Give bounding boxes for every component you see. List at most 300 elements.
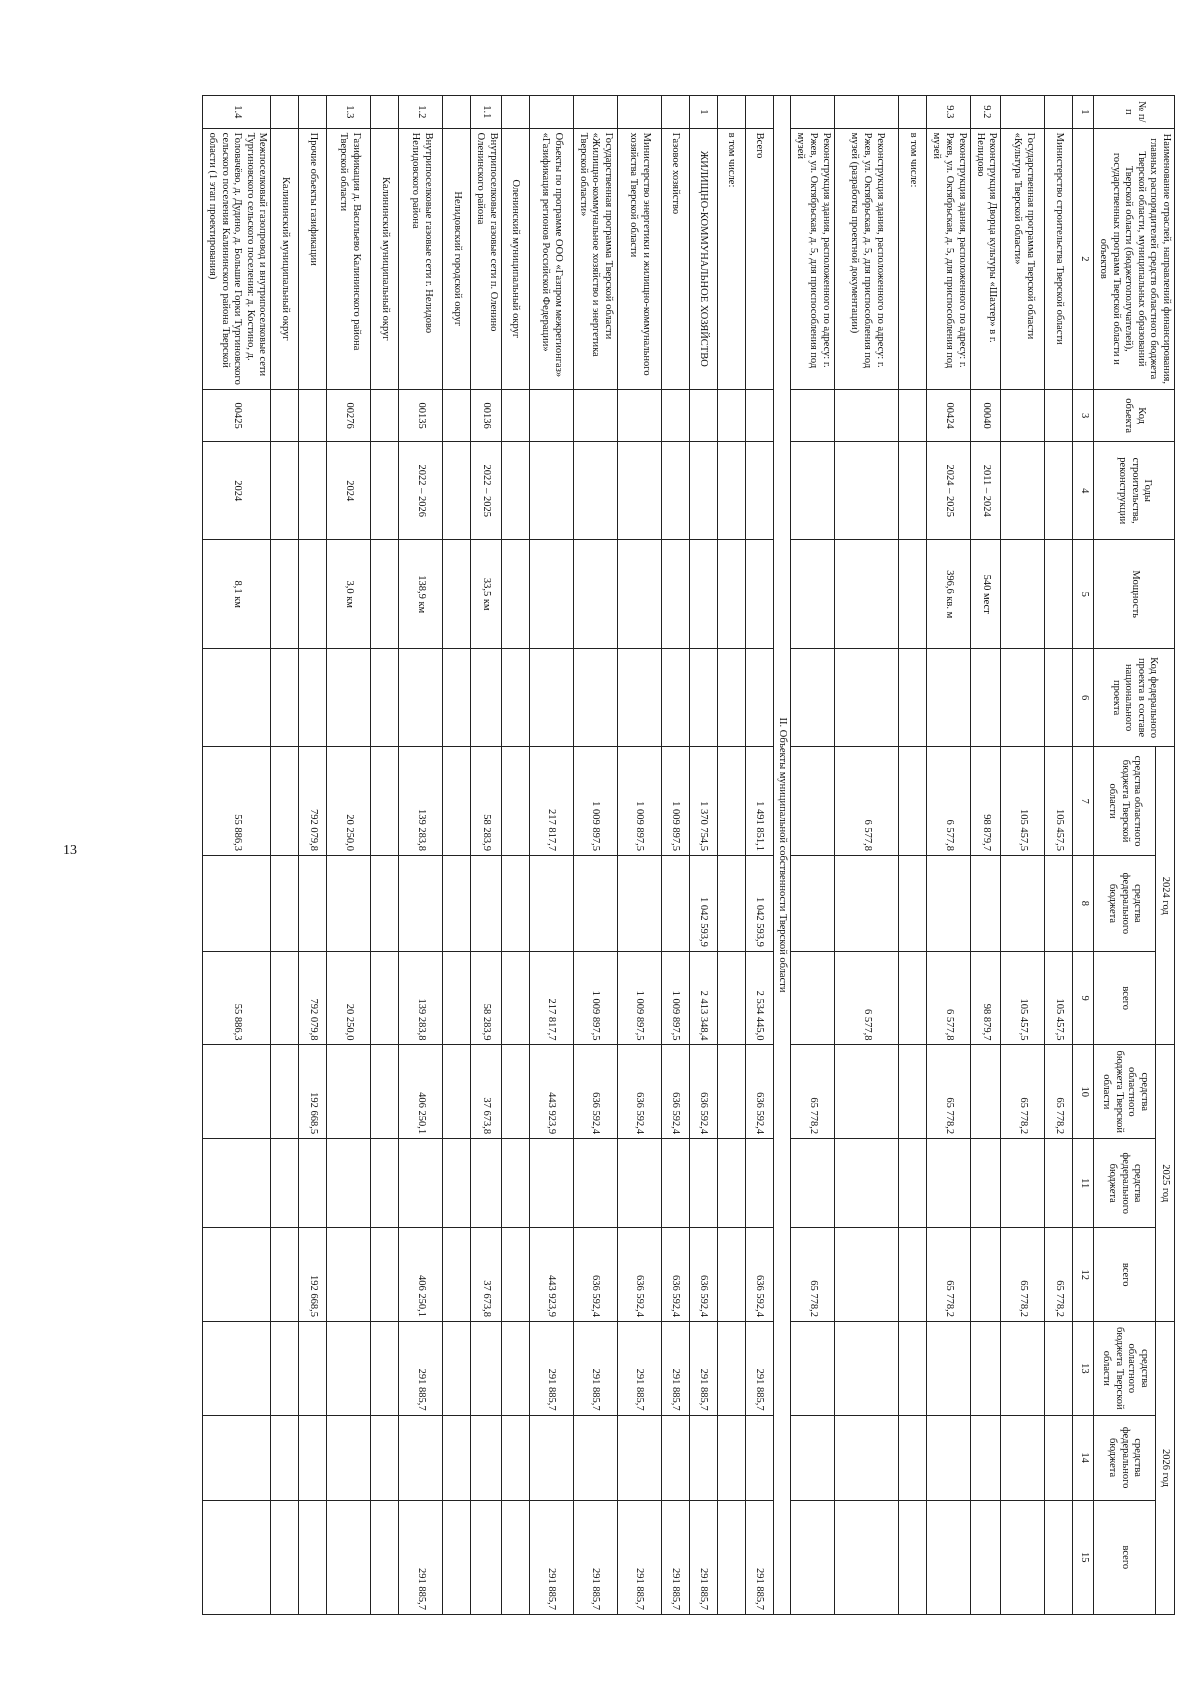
row-value: 65 778,2 bbox=[791, 1045, 835, 1139]
row-code bbox=[371, 389, 399, 441]
row-code bbox=[717, 389, 745, 441]
row-value bbox=[689, 1415, 717, 1500]
row-value: 1 042 593,9 bbox=[689, 856, 717, 952]
table-row bbox=[927, 96, 971, 1615]
row-value: 291 885,7 bbox=[689, 1322, 717, 1416]
row-cap: 33,5 км bbox=[471, 540, 501, 649]
row-value bbox=[501, 747, 529, 856]
row-value bbox=[529, 1139, 573, 1228]
row-value bbox=[299, 856, 327, 952]
row-value bbox=[1045, 1415, 1073, 1500]
row-value: 192 668,5 bbox=[299, 1228, 327, 1322]
row-value bbox=[927, 1322, 971, 1416]
row-value: 65 778,2 bbox=[1045, 1228, 1073, 1322]
column-number: 11 bbox=[1073, 1139, 1094, 1228]
row-value: 1 009 897,5 bbox=[573, 951, 617, 1045]
row-value: 20 250,0 bbox=[327, 747, 371, 856]
row-value bbox=[203, 1139, 271, 1228]
row-value bbox=[501, 1322, 529, 1416]
row-name: Объекты по программе ООО «Газпром межрегионгаз» «Газификация регионов Российской Федерации» bbox=[529, 128, 573, 389]
row-value bbox=[371, 1415, 399, 1500]
row-value bbox=[327, 1415, 371, 1500]
row-value: 291 885,7 bbox=[573, 1500, 617, 1614]
row-value bbox=[835, 856, 899, 952]
row-value: 291 885,7 bbox=[399, 1322, 443, 1416]
row-value bbox=[471, 1139, 501, 1228]
table-row bbox=[573, 96, 617, 1615]
row-value bbox=[203, 1228, 271, 1322]
row-value: 217 817,7 bbox=[529, 951, 573, 1045]
row-value bbox=[443, 951, 471, 1045]
row-value: 105 457,5 bbox=[1001, 747, 1045, 856]
row-value bbox=[271, 951, 299, 1045]
row-cap bbox=[835, 540, 899, 649]
row-name: Министерство энергетики и жилищно-коммунального хозяйства Тверской области bbox=[617, 128, 661, 389]
row-value: 58 283,9 bbox=[471, 747, 501, 856]
row-value: 636 592,4 bbox=[617, 1228, 661, 1322]
row-value bbox=[299, 1500, 327, 1614]
row-value bbox=[835, 1500, 899, 1614]
row-value bbox=[617, 1415, 661, 1500]
row-value bbox=[371, 1322, 399, 1416]
row-value bbox=[617, 856, 661, 952]
row-value: 217 817,7 bbox=[529, 747, 573, 856]
column-numbers-row bbox=[1073, 96, 1094, 1615]
row-value bbox=[399, 1139, 443, 1228]
row-code: 00040 bbox=[971, 389, 1001, 441]
row-value bbox=[617, 1139, 661, 1228]
row-value bbox=[327, 1322, 371, 1416]
row-no bbox=[501, 96, 529, 129]
row-cap: 540 мест bbox=[971, 540, 1001, 649]
row-value: 65 778,2 bbox=[1045, 1045, 1073, 1139]
section-heading-body bbox=[773, 96, 791, 1615]
row-no bbox=[745, 96, 773, 129]
row-value bbox=[471, 1500, 501, 1614]
row-code bbox=[501, 389, 529, 441]
header-2024: 2024 год bbox=[1155, 747, 1174, 1045]
header-regional: средства областного бюджета Тверской области bbox=[1094, 747, 1155, 856]
row-value bbox=[399, 856, 443, 952]
row-value: 105 457,5 bbox=[1045, 747, 1073, 856]
row-cap bbox=[791, 540, 835, 649]
row-name: Прочие объекты газификации bbox=[299, 128, 327, 389]
row-value: 1 009 897,5 bbox=[573, 747, 617, 856]
row-value: 1 009 897,5 bbox=[661, 951, 689, 1045]
row-name: Оленинский муниципальный округ bbox=[501, 128, 529, 389]
row-no: 1.4 bbox=[203, 96, 271, 129]
row-fed bbox=[203, 649, 271, 747]
header-regional: средства областного бюджета Тверской области bbox=[1094, 1045, 1155, 1139]
row-value bbox=[661, 1415, 689, 1500]
row-value bbox=[501, 1139, 529, 1228]
row-cap: 8,1 км bbox=[203, 540, 271, 649]
row-value: 636 592,4 bbox=[573, 1045, 617, 1139]
row-value bbox=[471, 1322, 501, 1416]
row-value: 6 577,8 bbox=[835, 747, 899, 856]
row-value: 636 592,4 bbox=[745, 1045, 773, 1139]
table-row bbox=[835, 96, 899, 1615]
row-value bbox=[443, 1228, 471, 1322]
row-code bbox=[745, 389, 773, 441]
row-no bbox=[271, 96, 299, 129]
row-value bbox=[1045, 856, 1073, 952]
row-value bbox=[717, 1228, 745, 1322]
row-value bbox=[443, 1500, 471, 1614]
row-years bbox=[299, 442, 327, 540]
header-federal: средства федерального бюджета bbox=[1094, 1139, 1155, 1228]
row-value: 291 885,7 bbox=[617, 1500, 661, 1614]
row-code bbox=[443, 389, 471, 441]
row-fed bbox=[899, 649, 927, 747]
row-fed bbox=[791, 649, 835, 747]
row-cap: 138,9 км bbox=[399, 540, 443, 649]
row-no: 1.1 bbox=[471, 96, 501, 129]
row-value bbox=[717, 747, 745, 856]
row-value: 55 886,3 bbox=[203, 747, 271, 856]
row-fed bbox=[327, 649, 371, 747]
row-value: 1 042 593,9 bbox=[745, 856, 773, 952]
row-fed bbox=[299, 649, 327, 747]
row-value bbox=[927, 856, 971, 952]
row-years bbox=[501, 442, 529, 540]
row-name: Министерство строительства Тверской области bbox=[1045, 128, 1073, 389]
row-no bbox=[835, 96, 899, 129]
row-years bbox=[1001, 442, 1045, 540]
row-no bbox=[573, 96, 617, 129]
row-name: Внутрипоселковые газовые сети г. Нелидово Нелидовского района bbox=[399, 128, 443, 389]
budget-table bbox=[203, 95, 1176, 1615]
row-value bbox=[271, 1500, 299, 1614]
row-value: 105 457,5 bbox=[1045, 951, 1073, 1045]
row-value bbox=[443, 856, 471, 952]
row-value: 636 592,4 bbox=[661, 1228, 689, 1322]
row-code bbox=[271, 389, 299, 441]
row-value: 2 413 348,4 bbox=[689, 951, 717, 1045]
row-value: 139 283,8 bbox=[399, 951, 443, 1045]
row-name: Государственная программа Тверской области «Жилищно-коммунальное хозяйство и энергетика Тверской области» bbox=[573, 128, 617, 389]
row-value bbox=[791, 1415, 835, 1500]
row-name: Реконструкция Дворца культуры «Шахтер» в г. Нелидово bbox=[971, 128, 1001, 389]
row-fed bbox=[745, 649, 773, 747]
row-value bbox=[745, 1415, 773, 1500]
row-no: 9.3 bbox=[927, 96, 971, 129]
row-value: 105 457,5 bbox=[1001, 951, 1045, 1045]
row-name: Газовое хозяйство bbox=[661, 128, 689, 389]
row-value bbox=[573, 1139, 617, 1228]
row-value: 65 778,2 bbox=[1001, 1045, 1045, 1139]
row-value bbox=[661, 856, 689, 952]
row-years bbox=[745, 442, 773, 540]
column-number: 8 bbox=[1073, 856, 1094, 952]
row-value bbox=[327, 1228, 371, 1322]
row-value: 291 885,7 bbox=[529, 1500, 573, 1614]
row-fed bbox=[717, 649, 745, 747]
row-value: 55 886,3 bbox=[203, 951, 271, 1045]
row-value: 65 778,2 bbox=[791, 1228, 835, 1322]
row-value bbox=[371, 1228, 399, 1322]
row-value bbox=[471, 1415, 501, 1500]
row-value bbox=[899, 856, 927, 952]
table-row bbox=[299, 96, 327, 1615]
row-value bbox=[717, 1322, 745, 1416]
row-value: 636 592,4 bbox=[689, 1045, 717, 1139]
row-value: 636 592,4 bbox=[617, 1045, 661, 1139]
row-name: Реконструкция здания, расположенного по адресу: г. Ржев, ул. Октябрьская, д. 5, для приспособления под музей bbox=[791, 128, 835, 389]
row-name: в том числе: bbox=[899, 128, 927, 389]
row-value bbox=[371, 1045, 399, 1139]
row-cap bbox=[717, 540, 745, 649]
row-value bbox=[443, 747, 471, 856]
table-row bbox=[271, 96, 299, 1615]
row-value: 792 079,8 bbox=[299, 951, 327, 1045]
row-years bbox=[573, 442, 617, 540]
row-code: 00135 bbox=[399, 389, 443, 441]
row-value bbox=[299, 1415, 327, 1500]
row-code bbox=[1045, 389, 1073, 441]
row-value bbox=[1045, 1500, 1073, 1614]
row-no bbox=[371, 96, 399, 129]
table-row bbox=[1045, 96, 1073, 1615]
row-value: 98 879,7 bbox=[971, 951, 1001, 1045]
row-cap bbox=[617, 540, 661, 649]
header-total: всего bbox=[1094, 1228, 1155, 1322]
row-value bbox=[327, 856, 371, 952]
header-name: Наименование отраслей, направлений финансирования, главных распорядителей средств областного бюджета Тверской области, муниципальных образований Тверской области (бюджетополучателей), государственных программ Тверской области и объектов bbox=[1094, 128, 1175, 389]
row-name: Реконструкция здания, расположенного по адресу: г. Ржев, ул. Октябрьская, д. 5, для приспособления под музей (разработка проектной документации) bbox=[835, 128, 899, 389]
row-years bbox=[529, 442, 573, 540]
row-value bbox=[371, 856, 399, 952]
table-row bbox=[971, 96, 1001, 1615]
row-value bbox=[501, 1415, 529, 1500]
row-no: 1.3 bbox=[327, 96, 371, 129]
row-value: 291 885,7 bbox=[617, 1322, 661, 1416]
column-number: 6 bbox=[1073, 649, 1094, 747]
row-fed bbox=[835, 649, 899, 747]
row-value bbox=[899, 747, 927, 856]
row-value: 291 885,7 bbox=[745, 1322, 773, 1416]
row-value: 37 673,8 bbox=[471, 1228, 501, 1322]
header-fedcode: Код федерального проекта в составе национального проекта bbox=[1094, 649, 1175, 747]
row-fed bbox=[573, 649, 617, 747]
row-value: 6 577,8 bbox=[927, 747, 971, 856]
row-value: 291 885,7 bbox=[745, 1500, 773, 1614]
table-row bbox=[689, 96, 717, 1615]
row-value: 636 592,4 bbox=[689, 1228, 717, 1322]
row-code bbox=[835, 389, 899, 441]
column-number: 12 bbox=[1073, 1228, 1094, 1322]
row-value bbox=[443, 1322, 471, 1416]
row-value: 291 885,7 bbox=[661, 1500, 689, 1614]
row-fed bbox=[661, 649, 689, 747]
row-years bbox=[617, 442, 661, 540]
row-code: 00424 bbox=[927, 389, 971, 441]
row-years bbox=[271, 442, 299, 540]
row-code: 00136 bbox=[471, 389, 501, 441]
row-value bbox=[899, 1415, 927, 1500]
row-value bbox=[271, 1045, 299, 1139]
row-name: Калининский муниципальный округ bbox=[271, 128, 299, 389]
row-name: в том числе: bbox=[717, 128, 745, 389]
row-value: 1 009 897,5 bbox=[661, 747, 689, 856]
column-number: 4 bbox=[1073, 442, 1094, 540]
row-value bbox=[661, 1139, 689, 1228]
row-cap: 396,6 кв. м bbox=[927, 540, 971, 649]
row-value bbox=[443, 1045, 471, 1139]
table-row bbox=[327, 96, 371, 1615]
row-value bbox=[835, 1415, 899, 1500]
row-fed bbox=[471, 649, 501, 747]
row-value bbox=[899, 1322, 927, 1416]
row-fed bbox=[501, 649, 529, 747]
row-value: 291 885,7 bbox=[661, 1322, 689, 1416]
column-number: 9 bbox=[1073, 951, 1094, 1045]
row-value bbox=[573, 856, 617, 952]
row-years: 2024 bbox=[203, 442, 271, 540]
row-cap bbox=[1001, 540, 1045, 649]
row-years bbox=[835, 442, 899, 540]
row-value bbox=[971, 1322, 1001, 1416]
row-fed bbox=[443, 649, 471, 747]
row-years bbox=[899, 442, 927, 540]
row-value: 1 009 897,5 bbox=[617, 951, 661, 1045]
row-value bbox=[501, 1228, 529, 1322]
row-name: Всего bbox=[745, 128, 773, 389]
row-value bbox=[529, 1415, 573, 1500]
row-cap bbox=[899, 540, 927, 649]
row-value bbox=[717, 1415, 745, 1500]
column-number: 3 bbox=[1073, 389, 1094, 441]
row-value: 2 534 445,0 bbox=[745, 951, 773, 1045]
row-value bbox=[501, 1500, 529, 1614]
row-cap bbox=[689, 540, 717, 649]
row-value: 1 491 851,1 bbox=[745, 747, 773, 856]
row-years bbox=[717, 442, 745, 540]
row-value bbox=[791, 1500, 835, 1614]
table-row bbox=[471, 96, 501, 1615]
row-no bbox=[1045, 96, 1073, 129]
row-value bbox=[471, 856, 501, 952]
row-value: 291 885,7 bbox=[689, 1500, 717, 1614]
row-value bbox=[791, 1139, 835, 1228]
column-number: 7 bbox=[1073, 747, 1094, 856]
row-value bbox=[791, 856, 835, 952]
row-value bbox=[971, 856, 1001, 952]
row-value bbox=[371, 1500, 399, 1614]
row-no bbox=[529, 96, 573, 129]
header-federal: средства федерального бюджета bbox=[1094, 856, 1155, 952]
page-number: 13 bbox=[63, 843, 77, 858]
row-value: 192 668,5 bbox=[299, 1045, 327, 1139]
header-total: всего bbox=[1094, 951, 1155, 1045]
row-value: 65 778,2 bbox=[927, 1045, 971, 1139]
header-total: всего bbox=[1094, 1500, 1155, 1614]
row-value bbox=[501, 856, 529, 952]
row-years bbox=[791, 442, 835, 540]
row-fed bbox=[617, 649, 661, 747]
row-cap bbox=[299, 540, 327, 649]
row-value bbox=[899, 1139, 927, 1228]
row-cap bbox=[1045, 540, 1073, 649]
row-cap bbox=[501, 540, 529, 649]
row-no bbox=[791, 96, 835, 129]
row-value bbox=[745, 1139, 773, 1228]
row-years: 2011 – 2024 bbox=[971, 442, 1001, 540]
row-value: 1 009 897,5 bbox=[617, 747, 661, 856]
row-code bbox=[299, 389, 327, 441]
row-name: Калининский муниципальный округ bbox=[371, 128, 399, 389]
header-capacity: Мощность bbox=[1094, 540, 1175, 649]
header-2026: 2026 год bbox=[1155, 1322, 1174, 1615]
row-value: 443 923,9 bbox=[529, 1228, 573, 1322]
row-value: 636 592,4 bbox=[661, 1045, 689, 1139]
row-value bbox=[371, 951, 399, 1045]
row-value bbox=[791, 951, 835, 1045]
row-value bbox=[203, 1045, 271, 1139]
row-value: 6 577,8 bbox=[835, 951, 899, 1045]
row-name: Реконструкция здания, расположенного по адресу: г. Ржев, ул. Октябрьская, д. 5, для приспособления под музей bbox=[927, 128, 971, 389]
row-cap bbox=[529, 540, 573, 649]
row-value bbox=[835, 1228, 899, 1322]
row-value bbox=[899, 1228, 927, 1322]
header-code: Код объекта bbox=[1094, 389, 1175, 441]
row-value: 406 250,1 bbox=[399, 1228, 443, 1322]
row-fed bbox=[1045, 649, 1073, 747]
row-value: 291 885,7 bbox=[573, 1322, 617, 1416]
row-value bbox=[717, 1045, 745, 1139]
row-value bbox=[371, 747, 399, 856]
row-value bbox=[271, 1139, 299, 1228]
row-cap: 3,0 км bbox=[327, 540, 371, 649]
table-row bbox=[443, 96, 471, 1615]
row-value: 6 577,8 bbox=[927, 951, 971, 1045]
row-years bbox=[661, 442, 689, 540]
row-value bbox=[971, 1139, 1001, 1228]
row-years bbox=[371, 442, 399, 540]
row-cap bbox=[661, 540, 689, 649]
table-row bbox=[371, 96, 399, 1615]
column-number: 13 bbox=[1073, 1322, 1094, 1416]
row-no bbox=[443, 96, 471, 129]
row-years: 2022 – 2026 bbox=[399, 442, 443, 540]
header-regional: средства областного бюджета Тверской области bbox=[1094, 1322, 1155, 1416]
row-value: 1 370 754,5 bbox=[689, 747, 717, 856]
table-row bbox=[661, 96, 689, 1615]
row-value bbox=[271, 1415, 299, 1500]
table-row bbox=[501, 96, 529, 1615]
row-value bbox=[271, 1322, 299, 1416]
row-fed bbox=[971, 649, 1001, 747]
column-number: 15 bbox=[1073, 1500, 1094, 1614]
table-row bbox=[399, 96, 443, 1615]
row-name: Государственная программа Тверской области «Культура Тверской области» bbox=[1001, 128, 1045, 389]
row-cap bbox=[443, 540, 471, 649]
row-name: Нелидовский городской округ bbox=[443, 128, 471, 389]
row-value: 291 885,7 bbox=[399, 1500, 443, 1614]
row-fed bbox=[927, 649, 971, 747]
row-value bbox=[371, 1139, 399, 1228]
row-value bbox=[271, 747, 299, 856]
row-value bbox=[791, 1322, 835, 1416]
row-name: Внутрипоселковые газовые сети п. Оленино Оленинского района bbox=[471, 128, 501, 389]
row-code bbox=[791, 389, 835, 441]
section-title: II. Объекты муниципальной собственности Тверской области bbox=[773, 96, 791, 1615]
row-cap bbox=[573, 540, 617, 649]
row-value bbox=[971, 1415, 1001, 1500]
row-no bbox=[899, 96, 927, 129]
row-years bbox=[443, 442, 471, 540]
row-no bbox=[617, 96, 661, 129]
